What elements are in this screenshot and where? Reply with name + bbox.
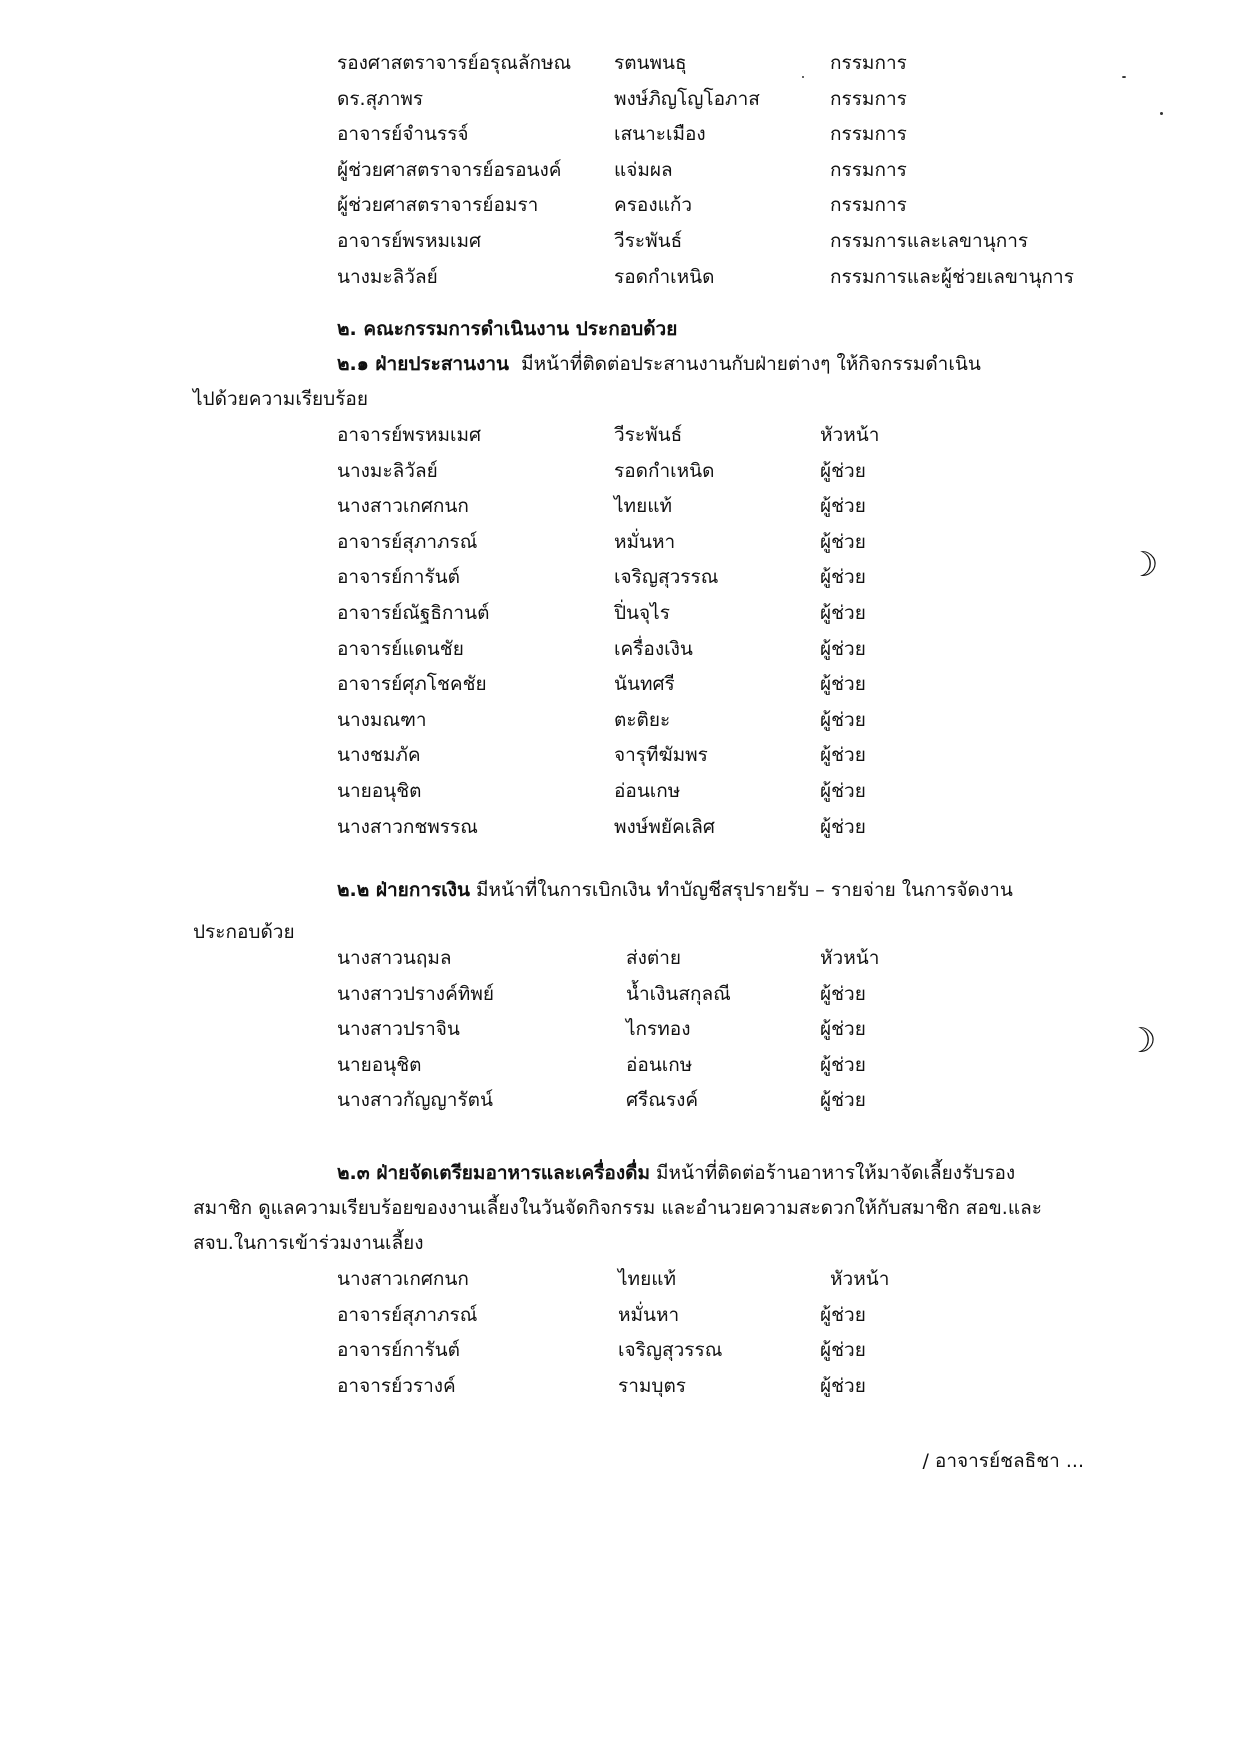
member-role: ผู้ช่วย <box>820 1089 866 1112</box>
member-surname: ไทยแท้ <box>614 495 672 518</box>
punch-hole-mark-icon: ☽ <box>1126 1021 1157 1061</box>
member-surname: รตนพนธุ <box>614 52 687 74</box>
member-name: นางสาวปรางค์ทิพย์ <box>337 982 494 1005</box>
member-name: ดร.สุภาพร <box>337 87 424 110</box>
member-surname: ส่งต่าย <box>626 947 682 969</box>
member-role: กรรมการ <box>830 123 907 146</box>
member-role: ผู้ช่วย <box>820 815 866 838</box>
list-item <box>0 977 1234 1013</box>
member-surname: หมั่นหา <box>614 530 676 553</box>
member-name: นางสาวกชพรรณ <box>337 815 478 838</box>
list-item <box>0 941 1234 977</box>
member-role: กรรมการ <box>830 158 907 181</box>
member-surname: รามบุตร <box>618 1374 687 1397</box>
member-surname: เครื่องเงิน <box>614 637 693 660</box>
list-item <box>0 632 1234 668</box>
list-item <box>0 1048 1234 1084</box>
section-2-2-title: ๒.๒ ฝ่ายการเงิน <box>337 879 470 901</box>
member-role: ผู้ช่วย <box>820 744 866 767</box>
list-item <box>0 153 1234 189</box>
list-item <box>0 46 1234 82</box>
member-role: ผู้ช่วย <box>820 1303 866 1326</box>
member-role: ผู้ช่วย <box>820 1018 866 1041</box>
member-role: ผู้ช่วย <box>820 601 866 624</box>
list-item <box>0 1298 1234 1334</box>
member-role: ผู้ช่วย <box>820 530 866 553</box>
member-name: อาจารย์สุภาภรณ์ <box>337 530 478 553</box>
punch-hole-mark-icon: ☽ <box>1128 545 1159 585</box>
list-item <box>0 738 1234 774</box>
member-role: ผู้ช่วย <box>820 1053 866 1076</box>
member-role: กรรมการ <box>830 194 907 217</box>
member-name: ผู้ช่วยศาสตราจารย์อมรา <box>337 194 539 217</box>
member-name: นายอนุชิต <box>337 779 422 802</box>
section-2-3-title: ๒.๓ ฝ่ายจัดเตรียมอาหารและเครื่องดื่ม <box>337 1162 650 1184</box>
list-item <box>0 1333 1234 1369</box>
member-name: นายอนุชิต <box>337 1053 422 1076</box>
member-name: อาจารย์ณัฐธิกานต์ <box>337 601 490 624</box>
section-2-3-list <box>0 1262 1234 1404</box>
member-role: ผู้ช่วย <box>820 982 866 1005</box>
member-surname: วีระพันธ์ <box>614 229 683 252</box>
member-role: กรรมการและผู้ช่วยเลขานุการ <box>830 265 1074 288</box>
section-heading: ๒. คณะกรรมการดำเนินงาน ประกอบด้วย <box>337 318 678 340</box>
member-name: นางสาวกัญญารัตน์ <box>337 1089 493 1112</box>
section-2-1-text-1: มีหน้าที่ติดต่อประสานงานกับฝ่ายต่างๆ ให้กิจกรรมดำเนิน <box>521 353 981 375</box>
section-2-1-list <box>0 418 1234 845</box>
list-item <box>0 1262 1234 1298</box>
list-item <box>0 774 1234 810</box>
member-role: ผู้ช่วย <box>820 779 866 802</box>
member-name: นางสาวเกศกนก <box>337 495 469 518</box>
member-name: นางมณฑา <box>337 708 427 731</box>
member-name: อาจารย์จำนรรจ์ <box>337 123 469 146</box>
member-surname: เสนาะเมือง <box>614 123 706 146</box>
section-2-3-paragraph <box>193 1156 1088 1261</box>
member-name: นางมะลิวัลย์ <box>337 459 438 482</box>
list-item <box>0 1083 1234 1119</box>
list-item <box>0 1369 1234 1405</box>
member-name: อาจารย์การันต์ <box>337 1339 460 1362</box>
member-surname: ตะติยะ <box>614 708 671 731</box>
list-item <box>0 260 1234 296</box>
list-item <box>0 117 1234 153</box>
section-2-3-text-2: สมาชิก ดูแลความเรียบร้อยของงานเลี้ยงในวันจัดกิจกรรม และอำนวยความสะดวกให้กับสมาชิก สอข.และ <box>193 1197 1042 1219</box>
list-item <box>0 525 1234 561</box>
member-surname: น้ำเงินสกุลณี <box>626 982 731 1005</box>
member-surname: หมั่นหา <box>618 1303 680 1326</box>
member-surname: อ่อนเกษ <box>614 779 681 802</box>
member-role: ผู้ช่วย <box>820 459 866 482</box>
scan-speck <box>1160 112 1163 115</box>
member-surname: วีระพันธ์ <box>614 424 683 446</box>
member-role: ผู้ช่วย <box>820 566 866 589</box>
list-item <box>0 224 1234 260</box>
member-name: อาจารย์แดนชัย <box>337 637 464 660</box>
member-role: หัวหน้า <box>820 424 880 446</box>
member-name: นางชมภัค <box>337 744 421 767</box>
section-2-1-title: ๒.๑ ฝ่ายประสานงาน <box>337 353 510 375</box>
member-role: หัวหน้า <box>820 947 880 969</box>
member-role: ผู้ช่วย <box>820 637 866 660</box>
member-surname: นันทศรี <box>614 673 675 696</box>
list-item <box>0 810 1234 846</box>
list-item <box>0 82 1234 118</box>
member-surname: ครองแก้ว <box>614 194 693 217</box>
member-role: ผู้ช่วย <box>820 708 866 731</box>
member-role: ผู้ช่วย <box>820 1339 866 1362</box>
member-name: อาจารย์การันต์ <box>337 566 460 589</box>
member-surname: ไกรทอง <box>626 1018 691 1041</box>
scan-speck <box>1122 76 1126 78</box>
scan-speck <box>802 76 804 78</box>
section-2-3-text-1: มีหน้าที่ติดต่อร้านอาหารให้มาจัดเลี้ยงรับรอง <box>656 1162 1016 1184</box>
list-item <box>0 489 1234 525</box>
list-item <box>0 454 1234 490</box>
member-name: ผู้ช่วยศาสตราจารย์อรอนงค์ <box>337 158 562 181</box>
member-surname: ปิ่นจุไร <box>614 601 670 624</box>
member-name: นางสาวปราจิน <box>337 1018 460 1041</box>
member-surname: รอดกำเหนิด <box>614 459 715 482</box>
member-surname: ไทยแท้ <box>618 1268 676 1290</box>
page-continuation: / อาจารย์ชลธิชา ... <box>922 1450 1084 1472</box>
section-2-2-list <box>0 941 1234 1119</box>
list-item <box>0 188 1234 224</box>
member-name: อาจารย์สุภาภรณ์ <box>337 1303 478 1326</box>
member-role: กรรมการ <box>830 52 907 74</box>
member-role: ผู้ช่วย <box>820 1374 866 1397</box>
member-name: อาจารย์พรหมเมศ <box>337 229 482 252</box>
list-item <box>0 560 1234 596</box>
section-2-1-paragraph <box>193 347 1088 417</box>
list-item <box>0 418 1234 454</box>
member-name: นางมะลิวัลย์ <box>337 265 438 288</box>
member-role: กรรมการและเลขานุการ <box>830 229 1029 252</box>
member-surname: พงษ์พยัคเลิศ <box>614 815 715 838</box>
member-surname: รอดกำเหนิด <box>614 265 715 288</box>
member-surname: ศรีณรงค์ <box>626 1089 699 1112</box>
member-name: นางสาวเกศกนก <box>337 1268 469 1290</box>
member-surname: พงษ์ภิญโญโอภาส <box>614 87 760 110</box>
member-name: นางสาวนฤมล <box>337 947 452 969</box>
member-name: อาจารย์ศุภโชคชัย <box>337 673 487 696</box>
list-item <box>0 667 1234 703</box>
member-name: อาจารย์วรางค์ <box>337 1374 456 1397</box>
section-2-1-text-2: ไปด้วยความเรียบร้อย <box>193 388 368 410</box>
member-surname: เจริญสุวรรณ <box>618 1339 723 1362</box>
member-role: ผู้ช่วย <box>820 495 866 518</box>
member-role: ผู้ช่วย <box>820 673 866 696</box>
committee-list <box>0 46 1234 295</box>
section-2-2-text-2: ประกอบด้วย <box>193 921 295 943</box>
section-2-2-text-1: มีหน้าที่ในการเบิกเงิน ทำบัญชีสรุปรายรับ – รายจ่าย ในการจัดงาน <box>476 879 1013 901</box>
member-role: กรรมการ <box>830 87 907 110</box>
member-surname: อ่อนเกษ <box>626 1053 693 1076</box>
member-surname: แจ่มผล <box>614 158 673 181</box>
member-role: หัวหน้า <box>830 1268 890 1290</box>
section-2-3-text-3: สจบ.ในการเข้าร่วมงานเลี้ยง <box>193 1232 424 1254</box>
list-item <box>0 1012 1234 1048</box>
member-surname: จารุทีฆัมพร <box>614 744 708 767</box>
list-item <box>0 703 1234 739</box>
member-surname: เจริญสุวรรณ <box>614 566 719 589</box>
list-item <box>0 596 1234 632</box>
member-name: รองศาสตราจารย์อรุณลักษณ <box>337 52 572 74</box>
member-name: อาจารย์พรหมเมศ <box>337 424 482 446</box>
